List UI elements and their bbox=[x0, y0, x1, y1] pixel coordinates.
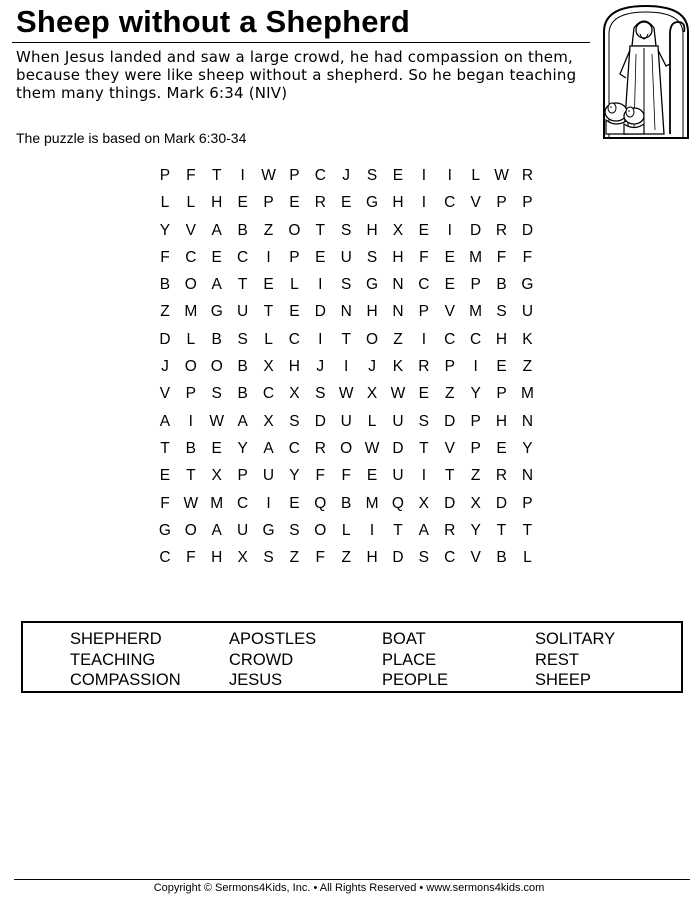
grid-row bbox=[152, 326, 540, 353]
grid-letter: Z bbox=[263, 221, 274, 239]
grid-letter: R bbox=[418, 358, 430, 376]
grid-letter: T bbox=[341, 330, 351, 348]
grid-letter: P bbox=[185, 385, 196, 403]
grid-letter: E bbox=[211, 248, 222, 266]
grid-letter: Y bbox=[159, 221, 171, 239]
grid-letter: X bbox=[392, 221, 404, 239]
grid-letter: E bbox=[289, 494, 300, 512]
grid-row bbox=[152, 490, 540, 517]
grid-letter: N bbox=[392, 303, 404, 321]
grid-letter: O bbox=[184, 521, 197, 539]
grid-letter: A bbox=[418, 521, 430, 539]
grid-letter: Z bbox=[445, 385, 455, 403]
grid-letter: A bbox=[211, 276, 222, 294]
grid-letter: L bbox=[160, 194, 170, 212]
word-list-box bbox=[21, 621, 683, 693]
grid-letter: V bbox=[159, 385, 171, 403]
grid-letter: X bbox=[211, 467, 222, 485]
grid-letter: P bbox=[159, 167, 171, 184]
grid-letter: B bbox=[159, 276, 171, 294]
grid-letter: I bbox=[421, 330, 426, 348]
grid-letter: T bbox=[496, 521, 507, 539]
grid-letter: C bbox=[159, 549, 171, 567]
grid-letter: T bbox=[237, 276, 248, 294]
grid-letter: S bbox=[418, 412, 430, 430]
grid-letter: E bbox=[315, 248, 326, 266]
grid-letter: I bbox=[369, 521, 375, 539]
grid-letter: S bbox=[418, 549, 430, 567]
grid-letter: Z bbox=[470, 467, 481, 485]
grid-letter: J bbox=[316, 358, 325, 376]
grid-letter: H bbox=[366, 221, 378, 239]
grid-letter: F bbox=[186, 167, 196, 184]
grid-letter: X bbox=[470, 494, 481, 512]
grid-letter: U bbox=[340, 412, 352, 430]
grid-letter: M bbox=[469, 248, 483, 266]
word-list-item: BOAT bbox=[382, 630, 426, 648]
grid-letter: F bbox=[522, 248, 533, 266]
grid-letter: C bbox=[444, 330, 456, 348]
grid-letter: X bbox=[263, 358, 274, 376]
grid-letter: Z bbox=[160, 303, 170, 321]
grid-letter: T bbox=[445, 467, 455, 485]
grid-letter: F bbox=[341, 467, 351, 485]
grid-letter: P bbox=[496, 385, 507, 403]
word-search-grid bbox=[152, 162, 540, 571]
grid-letter: F bbox=[186, 549, 196, 567]
grid-letter: B bbox=[341, 494, 352, 512]
grid-row bbox=[152, 517, 540, 544]
bible-verse: When Jesus landed and saw a large crowd, he had compassion on them, because they were like sheep without a shepherd. So he began teaching them many things. Mark 6:34 (NIV) bbox=[16, 48, 577, 102]
grid-letter: J bbox=[342, 167, 351, 184]
grid-letter: L bbox=[264, 330, 273, 348]
grid-letter: Y bbox=[522, 439, 533, 457]
grid-letter: Z bbox=[341, 549, 351, 567]
grid-letter: E bbox=[211, 439, 222, 457]
grid-letter: I bbox=[473, 358, 478, 376]
grid-letter: E bbox=[392, 167, 404, 184]
grid-letter: V bbox=[470, 549, 481, 567]
grid-letter: H bbox=[366, 303, 378, 321]
grid-letter: R bbox=[495, 221, 508, 239]
word-list-item: CROWD bbox=[229, 651, 294, 669]
grid-letter: E bbox=[496, 439, 507, 457]
grid-row bbox=[152, 298, 540, 325]
grid-letter: N bbox=[340, 303, 352, 321]
grid-letter: H bbox=[211, 194, 223, 212]
grid-letter: Z bbox=[289, 549, 300, 567]
grid-letter: P bbox=[289, 248, 300, 266]
grid-letter: S bbox=[366, 248, 378, 266]
grid-letter: I bbox=[421, 167, 426, 184]
grid-letter: I bbox=[240, 167, 245, 184]
grid-letter: R bbox=[314, 439, 326, 457]
grid-letter: I bbox=[421, 467, 426, 485]
grid-row bbox=[152, 244, 540, 271]
word-list-item: PEOPLE bbox=[382, 671, 449, 689]
word-list-item: SHEPHERD bbox=[70, 630, 162, 648]
grid-letter: T bbox=[186, 467, 196, 485]
grid-row bbox=[152, 353, 540, 380]
grid-row bbox=[152, 408, 540, 435]
word-list-item: TEACHING bbox=[70, 651, 156, 669]
grid-row bbox=[152, 189, 540, 216]
grid-letter: Y bbox=[470, 521, 481, 539]
grid-letter: D bbox=[392, 549, 404, 567]
grid-letter: F bbox=[496, 248, 507, 266]
grid-letter: C bbox=[314, 167, 326, 184]
grid-letter: J bbox=[161, 358, 169, 376]
grid-letter: U bbox=[521, 303, 534, 321]
grid-letter: C bbox=[288, 439, 300, 457]
grid-letter: E bbox=[289, 194, 300, 212]
grid-letter: U bbox=[237, 521, 249, 539]
grid-letter: G bbox=[521, 276, 534, 294]
grid-row bbox=[152, 217, 540, 244]
footer-divider bbox=[14, 879, 690, 880]
grid-letter: Z bbox=[393, 330, 403, 348]
grid-letter: D bbox=[444, 412, 456, 430]
grid-letter: P bbox=[470, 412, 481, 430]
grid-letter: D bbox=[495, 494, 508, 512]
grid-letter: F bbox=[160, 248, 170, 266]
grid-letter: I bbox=[188, 412, 193, 430]
grid-letter: W bbox=[183, 494, 199, 512]
grid-letter: W bbox=[390, 385, 406, 403]
grid-letter: O bbox=[210, 358, 223, 376]
grid-letter: F bbox=[315, 549, 326, 567]
grid-letter: E bbox=[366, 467, 378, 485]
grid-letter: H bbox=[211, 549, 223, 567]
grid-letter: H bbox=[366, 549, 378, 567]
grid-letter: J bbox=[368, 358, 376, 376]
grid-letter: L bbox=[186, 194, 196, 212]
grid-letter: D bbox=[521, 221, 534, 239]
grid-letter: D bbox=[314, 412, 326, 430]
grid-letter: N bbox=[521, 412, 534, 430]
grid-row bbox=[152, 462, 540, 489]
grid-letter: P bbox=[418, 303, 430, 321]
grid-letter: S bbox=[289, 521, 300, 539]
grid-letter: W bbox=[261, 167, 276, 184]
grid-letter: F bbox=[160, 494, 170, 512]
grid-letter: P bbox=[496, 194, 507, 212]
grid-letter: X bbox=[418, 494, 430, 512]
grid-letter: T bbox=[160, 439, 170, 457]
grid-letter: T bbox=[211, 167, 222, 184]
grid-letter: E bbox=[444, 248, 455, 266]
grid-letter: W bbox=[364, 439, 380, 457]
grid-letter: Q bbox=[314, 494, 327, 512]
grid-letter: E bbox=[159, 467, 171, 485]
grid-letter: V bbox=[444, 303, 455, 321]
grid-letter: I bbox=[447, 221, 452, 239]
puzzle-source-note: The puzzle is based on Mark 6:30-34 bbox=[16, 130, 247, 146]
shepherd-with-sheep-illustration bbox=[600, 4, 692, 140]
grid-row bbox=[152, 380, 540, 407]
grid-letter: X bbox=[289, 385, 300, 403]
grid-letter: E bbox=[237, 194, 248, 212]
word-list-item: REST bbox=[535, 651, 580, 669]
grid-letter: P bbox=[470, 276, 481, 294]
word-list-item: APOSTLES bbox=[229, 630, 317, 648]
grid-letter: W bbox=[338, 385, 354, 403]
grid-letter: E bbox=[289, 303, 300, 321]
grid-letter: C bbox=[237, 248, 249, 266]
grid-letter: Z bbox=[522, 358, 533, 376]
grid-row bbox=[152, 271, 540, 298]
word-list-item: JESUS bbox=[229, 671, 283, 689]
word-list-item: COMPASSION bbox=[70, 671, 181, 689]
grid-letter: F bbox=[419, 248, 429, 266]
grid-letter: T bbox=[315, 221, 326, 239]
copyright-footer: Copyright © Sermons4Kids, Inc. • All Rights Reserved • www.sermons4kids.com bbox=[153, 882, 545, 894]
grid-letter: S bbox=[341, 276, 352, 294]
grid-letter: K bbox=[392, 358, 404, 376]
grid-letter: O bbox=[288, 221, 301, 239]
grid-letter: E bbox=[341, 194, 352, 212]
grid-letter: T bbox=[263, 303, 274, 321]
grid-letter: D bbox=[444, 494, 456, 512]
grid-letter: I bbox=[266, 494, 271, 512]
grid-letter: Y bbox=[237, 439, 248, 457]
grid-letter: B bbox=[237, 358, 248, 376]
grid-letter: T bbox=[419, 439, 429, 457]
grid-letter: H bbox=[495, 412, 508, 430]
grid-letter: L bbox=[471, 167, 480, 184]
grid-letter: H bbox=[392, 248, 404, 266]
grid-letter: M bbox=[469, 303, 483, 321]
grid-letter: I bbox=[344, 358, 349, 376]
page-title: Sheep without a Shepherd bbox=[16, 4, 411, 39]
grid-letter: B bbox=[237, 385, 248, 403]
grid-letter: V bbox=[185, 221, 196, 239]
grid-letter: B bbox=[185, 439, 196, 457]
grid-letter: P bbox=[263, 194, 274, 212]
grid-row bbox=[152, 435, 540, 462]
grid-letter: U bbox=[340, 248, 352, 266]
grid-letter: P bbox=[522, 494, 533, 512]
grid-letter: N bbox=[521, 467, 534, 485]
grid-letter: M bbox=[520, 385, 534, 403]
grid-letter: A bbox=[263, 439, 274, 457]
grid-letter: D bbox=[314, 303, 326, 321]
word-list-item: SHEEP bbox=[535, 671, 591, 689]
grid-letter: G bbox=[366, 194, 379, 212]
grid-letter: H bbox=[495, 330, 508, 348]
grid-letter: O bbox=[314, 521, 327, 539]
grid-letter: I bbox=[266, 248, 271, 266]
grid-letter: C bbox=[185, 248, 197, 266]
grid-letter: O bbox=[184, 358, 197, 376]
grid-letter: I bbox=[318, 330, 323, 348]
grid-letter: I bbox=[318, 276, 323, 294]
grid-letter: R bbox=[314, 194, 326, 212]
grid-letter: L bbox=[367, 412, 377, 430]
grid-letter: D bbox=[392, 439, 404, 457]
grid-letter: V bbox=[470, 194, 481, 212]
grid-letter: X bbox=[237, 549, 248, 567]
grid-letter: S bbox=[211, 385, 222, 403]
grid-letter: V bbox=[444, 439, 455, 457]
word-list-item: PLACE bbox=[382, 651, 437, 669]
grid-row bbox=[152, 544, 540, 571]
grid-letter: R bbox=[444, 521, 456, 539]
grid-letter: S bbox=[315, 385, 326, 403]
grid-letter: E bbox=[418, 385, 430, 403]
title-divider bbox=[12, 42, 590, 43]
grid-letter: M bbox=[210, 494, 224, 512]
grid-letter: N bbox=[392, 276, 404, 294]
grid-letter: C bbox=[418, 276, 430, 294]
grid-letter: I bbox=[421, 194, 426, 212]
grid-letter: T bbox=[393, 521, 403, 539]
grid-letter: R bbox=[495, 467, 508, 485]
grid-letter: P bbox=[237, 467, 248, 485]
grid-letter: D bbox=[159, 330, 171, 348]
grid-letter: U bbox=[237, 303, 249, 321]
grid-letter: Y bbox=[470, 385, 481, 403]
grid-letter: E bbox=[496, 358, 507, 376]
grid-letter: S bbox=[366, 167, 378, 184]
grid-letter: S bbox=[496, 303, 507, 321]
grid-letter: C bbox=[470, 330, 482, 348]
grid-letter: T bbox=[522, 521, 533, 539]
grid-letter: X bbox=[366, 385, 378, 403]
grid-letter: F bbox=[315, 467, 326, 485]
grid-letter: A bbox=[159, 412, 171, 430]
grid-letter: W bbox=[209, 412, 225, 430]
grid-letter: O bbox=[366, 330, 379, 348]
grid-letter: M bbox=[184, 303, 198, 321]
grid-letter: C bbox=[444, 549, 456, 567]
grid-letter: P bbox=[444, 358, 455, 376]
grid-letter: L bbox=[523, 549, 532, 567]
grid-letter: G bbox=[366, 276, 379, 294]
grid-letter: U bbox=[392, 467, 404, 485]
grid-letter: W bbox=[494, 167, 509, 184]
grid-letter: O bbox=[184, 276, 197, 294]
grid-letter: H bbox=[288, 358, 300, 376]
grid-letter: A bbox=[211, 221, 222, 239]
grid-letter: R bbox=[521, 167, 534, 184]
grid-letter: L bbox=[341, 521, 351, 539]
grid-letter: S bbox=[289, 412, 300, 430]
grid-letter: L bbox=[290, 276, 299, 294]
grid-letter: A bbox=[237, 412, 248, 430]
grid-letter: P bbox=[522, 194, 533, 212]
grid-letter: B bbox=[496, 276, 507, 294]
grid-letter: X bbox=[263, 412, 274, 430]
grid-letter: Q bbox=[391, 494, 404, 512]
grid-letter: C bbox=[444, 194, 456, 212]
grid-letter: G bbox=[262, 521, 275, 539]
grid-letter: C bbox=[262, 385, 275, 403]
grid-letter: O bbox=[340, 439, 353, 457]
grid-letter: S bbox=[237, 330, 248, 348]
grid-letter: K bbox=[522, 330, 533, 348]
grid-letter: S bbox=[341, 221, 352, 239]
grid-letter: B bbox=[237, 221, 248, 239]
grid-letter: M bbox=[365, 494, 379, 512]
grid-letter: B bbox=[211, 330, 222, 348]
grid-letter: E bbox=[444, 276, 455, 294]
word-list-item: SOLITARY bbox=[535, 630, 616, 648]
grid-letter: I bbox=[447, 167, 452, 184]
grid-letter: G bbox=[210, 303, 223, 321]
grid-letter: S bbox=[263, 549, 274, 567]
grid-letter: H bbox=[392, 194, 404, 212]
grid-letter: D bbox=[470, 221, 482, 239]
grid-letter: L bbox=[186, 330, 196, 348]
grid-letter: P bbox=[289, 167, 300, 184]
grid-letter: A bbox=[211, 521, 222, 539]
grid-letter: Y bbox=[289, 467, 300, 485]
grid-letter: U bbox=[392, 412, 404, 430]
grid-letter: U bbox=[262, 467, 275, 485]
grid-letter: C bbox=[237, 494, 249, 512]
grid-letter: E bbox=[263, 276, 274, 294]
grid-letter: B bbox=[496, 549, 507, 567]
grid-letter: C bbox=[288, 330, 300, 348]
grid-letter: G bbox=[158, 521, 171, 539]
grid-letter: E bbox=[418, 221, 430, 239]
grid-letter: P bbox=[470, 439, 481, 457]
grid-row bbox=[152, 162, 540, 189]
